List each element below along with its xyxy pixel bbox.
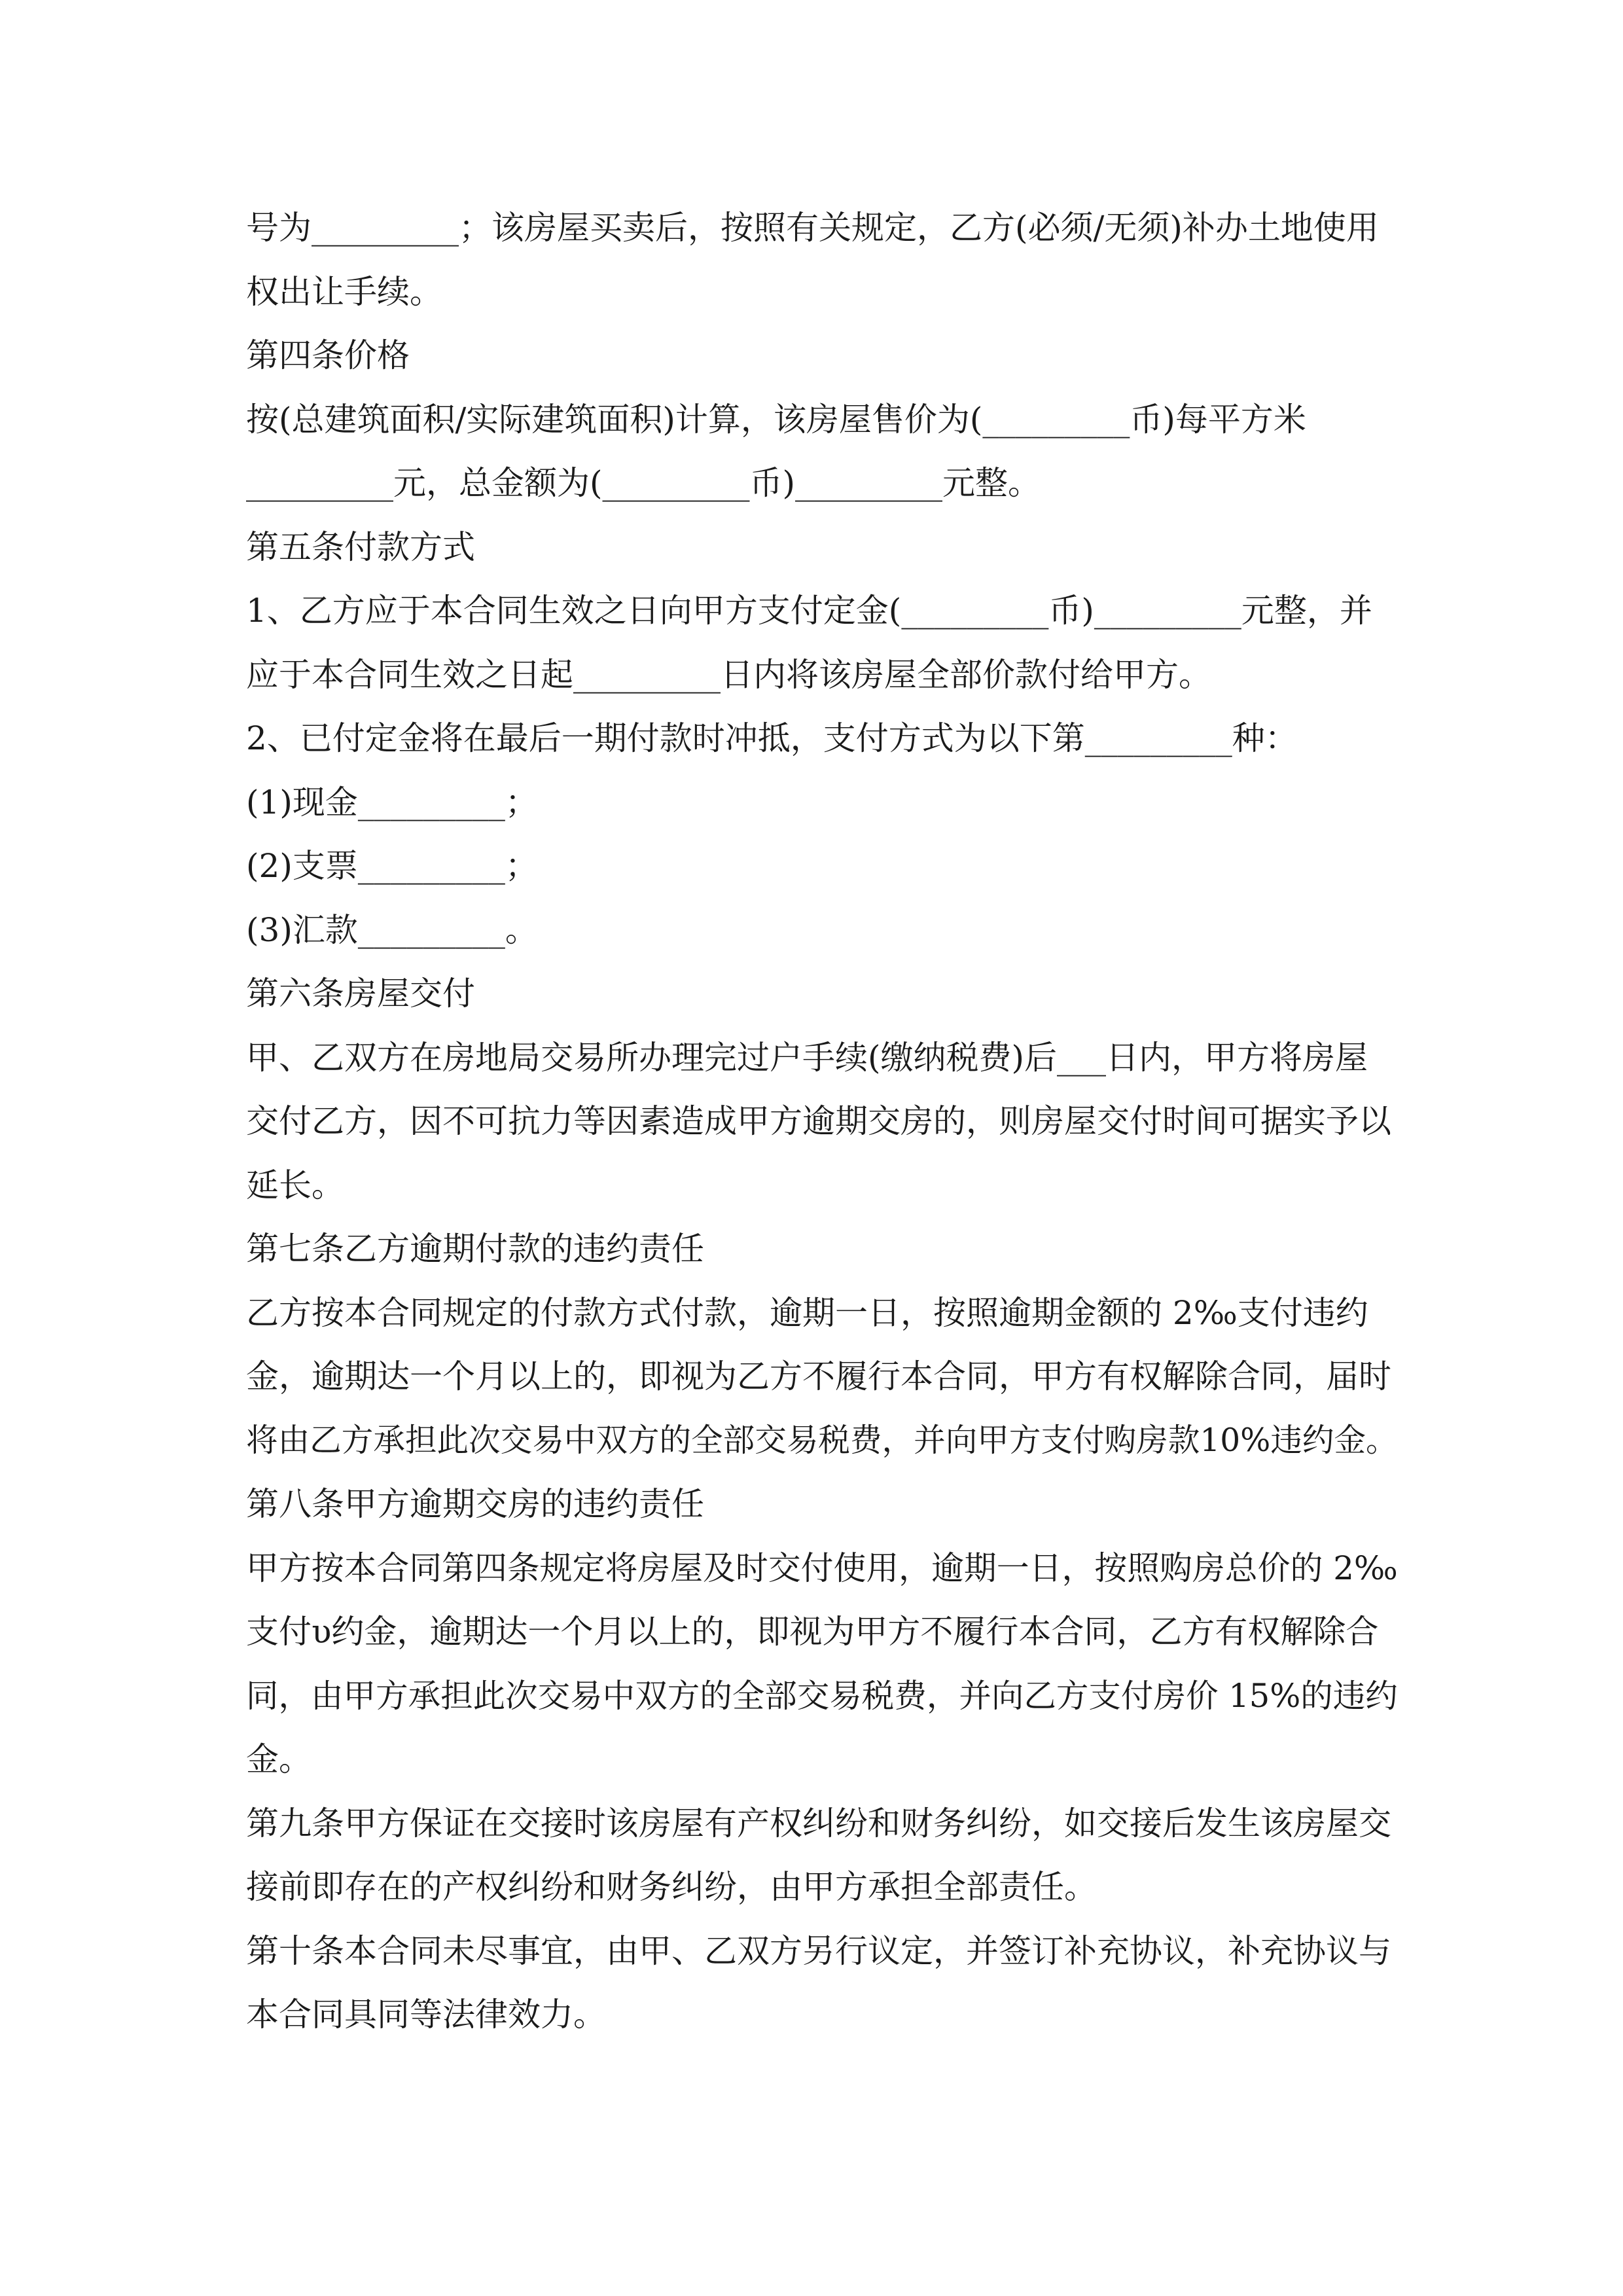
text-line: (1)现金_________； — [246, 783, 538, 821]
text-line: 号为_________；该房屋买卖后，按照有关规定，乙方(必须/无须)补办土地使用 — [246, 209, 1379, 247]
text-line: (3)汇款_________。 — [246, 910, 538, 949]
text-line: 接前即存在的产权纠纷和财务纠纷，由甲方承担全部责任。 — [246, 1868, 1097, 1906]
document-body — [246, 196, 1398, 2047]
section-heading: 第四条价格 — [246, 336, 410, 374]
text-line: 应于本合同生效之日起_________日内将该房屋全部价款付给甲方。 — [246, 655, 1211, 694]
text-line: 甲方按本合同第四条规定将房屋及时交付使用，逾期一日，按照购房总价的 2‰ — [246, 1549, 1398, 1587]
text-line: 乙方按本合同规定的付款方式付款，逾期一日，按照逾期金额的 2‰支付违约 — [246, 1293, 1368, 1332]
text-line: 权出让手续。 — [246, 272, 442, 311]
text-line: 1、乙方应于本合同生效之日向甲方支付定金(_________币)_________元整，并 — [246, 592, 1372, 630]
text-line: 2、已付定金将在最后一期付款时冲抵，支付方式为以下第_________种： — [246, 719, 1298, 757]
section-heading: 第六条房屋交付 — [246, 975, 475, 1013]
text-line: 甲、乙双方在房地局交易所办理完过户手续(缴纳税费)后___日内，甲方将房屋 — [246, 1038, 1368, 1077]
text-line: 金，逾期达一个月以上的，即视为乙方不履行本合同，甲方有权解除合同，届时 — [246, 1357, 1391, 1395]
text-line: 延长。 — [246, 1166, 344, 1204]
section-heading: 第五条付款方式 — [246, 528, 475, 566]
text-line: 第九条甲方保证在交接时该房屋有产权纠纷和财务纠纷，如交接后发生该房屋交 — [246, 1804, 1391, 1842]
text-line: (2)支票_________； — [246, 847, 538, 885]
text-line: 按(总建筑面积/实际建筑面积)计算，该房屋售价为(_________币)每平方米 — [246, 400, 1306, 439]
text-line: 同，由甲方承担此次交易中双方的全部交易税费，并向乙方支付房价 15%的违约 — [246, 1676, 1398, 1715]
text-line: _________元，总金额为(_________币)_________元整。 — [246, 464, 1041, 502]
text-line: 金。 — [246, 1740, 312, 1778]
section-heading: 第八条甲方逾期交房的违约责任 — [246, 1485, 704, 1523]
text-line: 交付乙方，因不可抗力等因素造成甲方逾期交房的，则房屋交付时间可据实予以 — [246, 1102, 1391, 1140]
text-line: 第十条本合同未尽事宜，由甲、乙双方另行议定，并签订补充协议，补充协议与 — [246, 1931, 1391, 1970]
section-heading: 第七条乙方逾期付款的违约责任 — [246, 1230, 704, 1268]
text-line: 支付υ约金，逾期达一个月以上的，即视为甲方不履行本合同，乙方有权解除合 — [246, 1613, 1379, 1651]
text-line: 将由乙方承担此次交易中双方的全部交易税费，并向甲方支付购房款10%违约金。 — [246, 1422, 1398, 1459]
text-line: 本合同具同等法律效力。 — [246, 1996, 606, 2034]
